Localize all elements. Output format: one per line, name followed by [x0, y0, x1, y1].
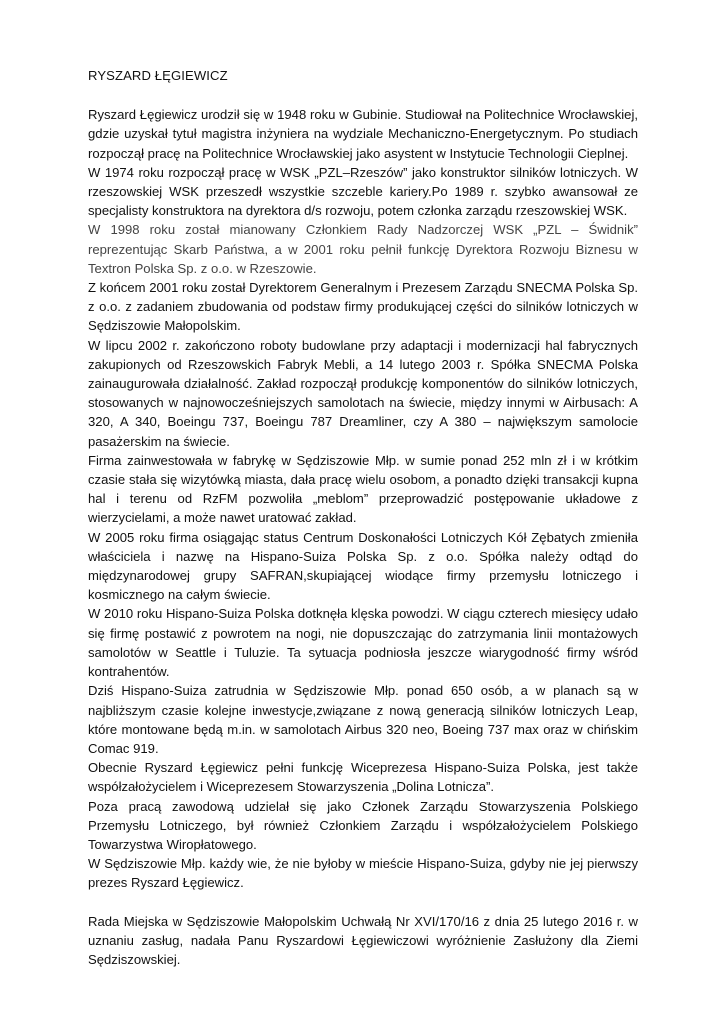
paragraph-factory-opening: W lipcu 2002 r. zakończono roboty budowlane przy adaptacji i modernizacji hal fabrycznych zakupionych od Rzeszowskich Fabryk Mebli, a 14 lutego 2003 r. Spółka SNECMA Polska zainaugurowała działalność. Zakład rozpoczął produkcję komponentów do silników lotniczych, stosowanych w najnowocześniejszych samolotach na świecie, między innymi w Airbusach: A 320, A 340, Boeingu 737, Boeingu 787 Dreamliner, czy A 380 – największym samolocie pasażerskim na świecie.: [88, 337, 638, 449]
paragraph-swidnik-textron: W 1998 roku został mianowany Członkiem Rady Nadzorczej WSK „PZL – Świdnik” reprezentując Skarb Państwa, a w 2001 roku pełnił funkcję Dyrektora Rozwoju Biznesu w Textron Polska Sp. z o.o. w Rzeszowie.: [88, 222, 638, 276]
paragraph-wsk-rzeszow: W 1974 roku rozpoczął pracę w WSK „PZL–Rzeszów” jako konstruktor silników lotniczych. W rzeszowskiej WSK przeszedł wszystkie szczeble kariery.Po 1989 r. szybko awansował ze specjalisty konstruktora na dyrektora d/s rozwoju, potem członka zarządu rzeszowskiej WSK.: [88, 164, 638, 219]
paragraph-gap: [88, 893, 638, 912]
paragraph-early-life: Ryszard Łęgiewicz urodził się w 1948 roku w Gubinie. Studiował na Politechnice Wrocławskiej, gdzie uzyskał tytuł magistra inżyniera na wydziale Mechaniczno-Energetycznym. Po studiach rozpoczął pracę na Politechnice Wrocławskiej jako asystent w Instytucie Technologii Cieplnej.: [88, 107, 638, 161]
paragraph-associations: Poza pracą zawodową udzielał się jako Członek Zarządu Stowarzyszenia Polskiego Przemysłu Lotniczego, był również Członkiem Zarządu i współzałożycielem Polskiego Towarzystwa Wiropłatowego.: [88, 798, 638, 852]
paragraph-city-council-award: Rada Miejska w Sędziszowie Małopolskim Uchwałą Nr XVI/170/16 z dnia 25 lutego 2016 r. w uznaniu zasług, nadała Panu Ryszardowi Łęgiewiczowi wyróżnienie Zasłużony dla Ziemi Sędziszowskiej.: [88, 913, 638, 967]
paragraph-current-role: Obecnie Ryszard Łęgiewicz pełni funkcję Wiceprezesa Hispano-Suiza Polska, jest także współzałożycielem i Wiceprezesem Stowarzyszenia „Dolina Lotnicza”.: [88, 760, 638, 795]
paragraph-today: Dziś Hispano-Suiza zatrudnia w Sędziszowie Młp. ponad 650 osób, a w planach są w najbliższym czasie kolejne inwestycje,związane z nową generacją silników lotniczych Leap, które montowane będą m.in. w samolotach Airbus 320 neo, Boeing 737 max oraz w chińskim Comac 919.: [88, 683, 638, 756]
document-page: [88, 66, 638, 969]
paragraph-hispano-suiza: W 2005 roku firma osiągając status Centrum Doskonałości Lotniczych Kół Zębatych zmieniła właściciela i nazwę na Hispano-Suiza Polska Sp. z o.o. Spółka należy odtąd do międzynarodowej grupy SAFRAN,skupiającej wiodące firmy przemysłu lotniczego i kosmicznego na całym świecie.: [88, 529, 638, 603]
document-title: RYSZARD ŁĘGIEWICZ: [88, 68, 228, 83]
paragraph-snecma-director: Z końcem 2001 roku został Dyrektorem Generalnym i Prezesem Zarządu SNECMA Polska Sp. z o.o. z zadaniem zbudowania od podstaw firmy produkującej części do silników lotniczych w Sędziszowie Małopolskim.: [88, 280, 638, 334]
paragraph-legacy: W Sędziszowie Młp. każdy wie, że nie byłoby w mieście Hispano-Suiza, gdyby nie jej pierwszy prezes Ryszard Łęgiewicz.: [88, 856, 638, 891]
paragraph-investment: Firma zainwestowała w fabrykę w Sędziszowie Młp. w sumie ponad 252 mln zł i w krótkim czasie stała się wizytówką miasta, dała pracę wielu osobom, a ponadto dzięki transakcji kupna hal i terenu od RzFM pozwoliła „meblom” przeprowadzić postępowanie układowe z wierzycielami, a może nawet uratować zakład.: [88, 452, 638, 526]
paragraph-flood-2010: W 2010 roku Hispano-Suiza Polska dotknęła klęska powodzi. W ciągu czterech miesięcy udało się firmę postawić z powrotem na nogi, nie dopuszczając do zatrzymania linii montażowych samolotów w Seattle i Tuluzie. Ta sytuacja podniosła jeszcze wiarygodność firmy wśród kontrahentów.: [88, 606, 638, 680]
